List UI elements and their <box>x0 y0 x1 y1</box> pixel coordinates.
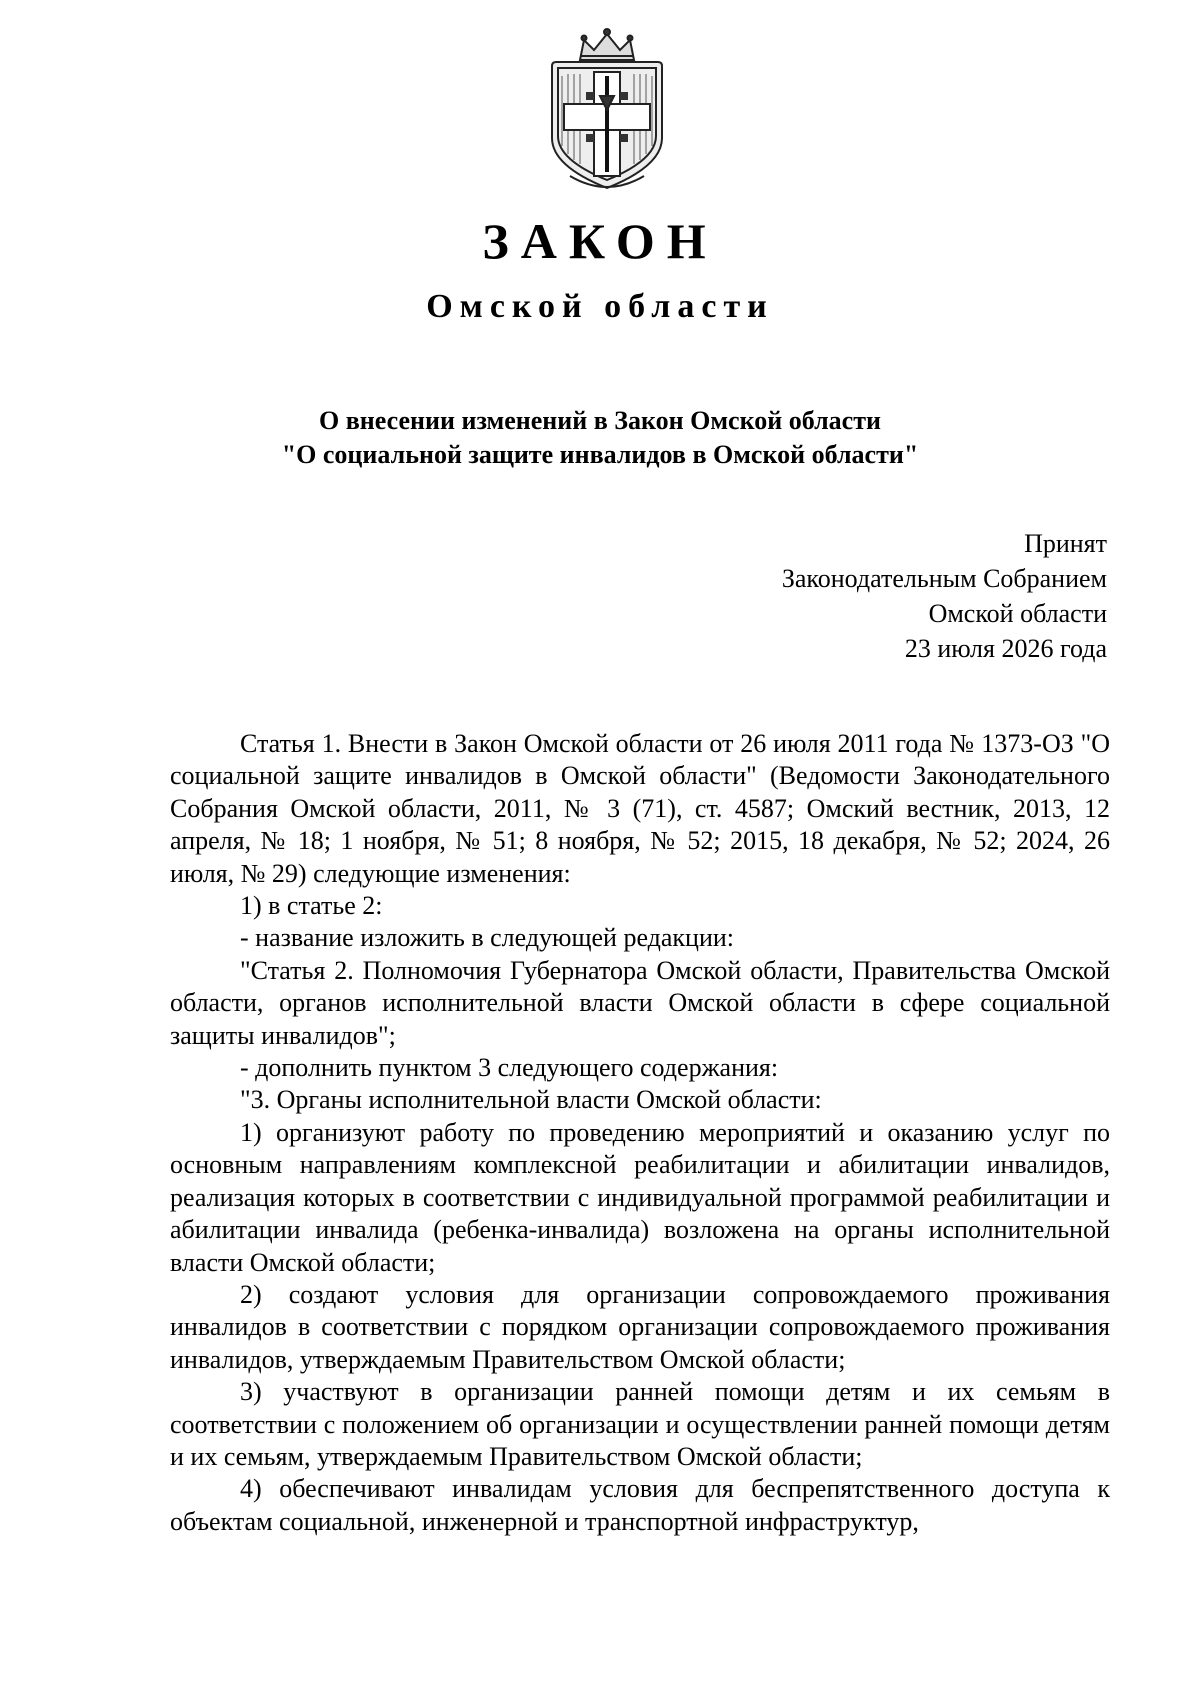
paragraph: 1) организуют работу по проведению мероприятий и оказанию услуг по основным направлениям комплексной реабилитации и абилитации инвалидов, реализация которых в соответствии с индивидуальной программой реабилитации и абилитации инвалида (ребенка-инвалида) возложена на органы исполнительной власти Омской области; <box>170 1117 1110 1277</box>
adoption-date: 23 июля 2026 года <box>904 634 1107 663</box>
paragraph: "3. Органы исполнительной власти Омской области: <box>240 1085 822 1115</box>
paragraph: "Статья 2. Полномочия Губернатора Омской области, Правительства Омской области, органов исполнительной власти Омской области в сфере социальной защиты инвалидов"; <box>170 955 1110 1050</box>
law-heading-line-1: О внесении изменений в Закон Омской области <box>319 406 881 435</box>
adoption-line-2: Законодательным Собранием <box>781 564 1107 593</box>
region-subtitle: Омской области <box>426 288 774 325</box>
paragraph: Статья 1. Внести в Закон Омской области от 26 июля 2011 года № 1373-ОЗ "О социальной защите инвалидов в Омской области" (Ведомости Законодательного Собрания Омской области, 2011, № 3 (71), ст. 4587; Омский вестник, 2013, 12 апреля, № 18; 1 ноября, № 51; 8 ноября, № 52; 2015, 18 декабря, № 52; 2024, 26 июля, № 29) следующие изменения: <box>170 729 1110 888</box>
adoption-line-3: Омской области <box>928 599 1107 628</box>
paragraph: 4) обеспечивают инвалидам условия для беспрепятственного доступа к объектам социальной, инженерной и транспортной инфраструктур, <box>170 1474 1110 1536</box>
paragraph: 1) в статье 2: <box>240 891 383 921</box>
paragraph: 3) участвуют в организации ранней помощи детям и их семьям в соответствии с положением об организации и осуществлении ранней помощи детям и их семьям, утверждаемым Правительством Омской области; <box>170 1377 1110 1471</box>
document-type-title: ЗАКОН <box>482 213 718 269</box>
paragraph: - дополнить пунктом 3 следующего содержания: <box>240 1053 779 1083</box>
omsk-coat-of-arms-icon <box>540 26 674 192</box>
paragraph: 2) создают условия для организации сопровождаемого проживания инвалидов в соответствии с порядком организации сопровождаемого проживания инвалидов, утверждаемым Правительством Омской области; <box>170 1279 1110 1374</box>
law-heading-line-2: "О социальной защите инвалидов в Омской области" <box>281 440 919 469</box>
law-body <box>170 728 1110 1538</box>
adoption-line-1: Принят <box>1024 529 1107 558</box>
adoption-block <box>782 526 1107 666</box>
paragraph: - название изложить в следующей редакции: <box>240 923 735 953</box>
